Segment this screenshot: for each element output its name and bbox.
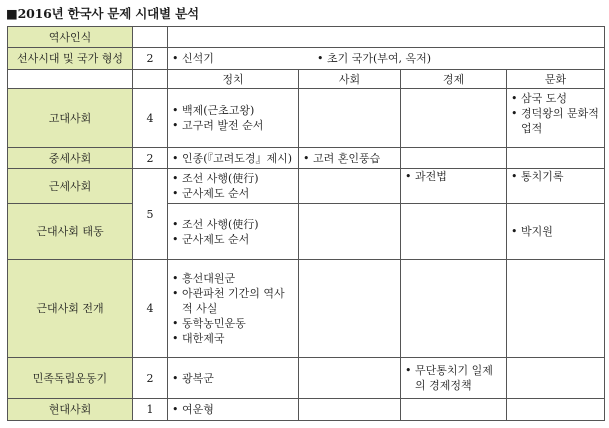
era-cell: 근대사회 태동 <box>8 204 133 260</box>
economy-cell <box>401 358 507 399</box>
list-item: • 고구려 발전 순서 <box>172 118 294 133</box>
table-row <box>8 27 605 48</box>
list-item: • 군사제도 순서 <box>172 232 294 247</box>
count-cell: 2 <box>133 148 168 169</box>
list-item: • 흥선대원군 <box>172 271 294 286</box>
culture-cell <box>507 358 605 399</box>
list-item: • 경덕왕의 문화적 업적 <box>511 106 600 136</box>
politics-cell <box>168 260 299 358</box>
count-cell <box>133 27 168 48</box>
table-row <box>8 358 605 399</box>
list-item: • 조선 사행(使行) <box>172 217 294 232</box>
list-item: • 군사제도 순서 <box>172 186 294 201</box>
list-item: • 조선 사행(使行) <box>172 171 294 186</box>
era-cell: 선사시대 및 국가 형성 <box>8 48 133 70</box>
list-item: • 광복군 <box>172 371 294 386</box>
era-cell: 민족독립운동기 <box>8 358 133 399</box>
politics-cell <box>168 358 299 399</box>
list-item: • 박지원 <box>511 224 600 239</box>
header-society: 사회 <box>299 70 401 89</box>
era-cell: 역사인식 <box>8 27 133 48</box>
era-cell: 고대사회 <box>8 89 133 148</box>
politics-cell <box>168 148 299 169</box>
economy-cell <box>401 169 507 204</box>
count-cell: 5 <box>133 169 168 260</box>
count-cell: 1 <box>133 399 168 421</box>
economy-cell <box>401 260 507 358</box>
list-item: • 과전법 <box>405 169 502 184</box>
list-item: • 백제(근초고왕) <box>172 103 294 118</box>
blank-header-cell <box>133 70 168 89</box>
list-item: • 아관파천 기간의 역사적 사실 <box>172 286 294 316</box>
politics-cell <box>168 89 299 148</box>
table-row <box>8 204 605 260</box>
economy-cell <box>401 148 507 169</box>
content-cell <box>168 48 605 70</box>
list-item: • 삼국 도성 <box>511 91 600 106</box>
header-culture: 문화 <box>507 70 605 89</box>
economy-cell <box>401 399 507 421</box>
table-row <box>8 399 605 421</box>
table-row <box>8 169 605 204</box>
era-cell: 현대사회 <box>8 399 133 421</box>
culture-cell <box>507 399 605 421</box>
society-cell <box>299 169 401 204</box>
politics-cell <box>168 399 299 421</box>
society-cell <box>299 204 401 260</box>
list-item: • 인종(『고려도경』제시) <box>172 151 294 166</box>
table-row <box>8 260 605 358</box>
society-cell <box>299 260 401 358</box>
count-cell: 4 <box>133 260 168 358</box>
culture-cell <box>507 148 605 169</box>
table-row <box>8 89 605 148</box>
era-cell: 근세사회 <box>8 169 133 204</box>
blank-header-cell <box>8 70 133 89</box>
analysis-table <box>7 26 605 421</box>
society-cell <box>299 399 401 421</box>
culture-cell <box>507 89 605 148</box>
list-item: • 신석기 <box>172 51 317 66</box>
table-row <box>8 148 605 169</box>
politics-cell <box>168 204 299 260</box>
society-cell <box>299 148 401 169</box>
culture-cell <box>507 204 605 260</box>
list-item: • 초기 국가(부여, 옥저) <box>317 51 431 66</box>
society-cell <box>299 89 401 148</box>
list-item: • 고려 혼인풍습 <box>303 151 396 166</box>
header-economy: 경제 <box>401 70 507 89</box>
politics-cell <box>168 169 299 204</box>
era-cell: 근대사회 전개 <box>8 260 133 358</box>
content-cell <box>168 27 605 48</box>
economy-cell <box>401 204 507 260</box>
header-politics: 정치 <box>168 70 299 89</box>
list-item: • 여운형 <box>172 402 294 417</box>
count-cell: 2 <box>133 358 168 399</box>
culture-cell <box>507 260 605 358</box>
page-title: ■2016년 한국사 문제 시대별 분석 <box>6 6 199 21</box>
economy-cell <box>401 89 507 148</box>
list-item: • 무단통치기 일제의 경제정책 <box>405 363 502 393</box>
culture-cell <box>507 169 605 204</box>
header-row <box>8 70 605 89</box>
count-cell: 4 <box>133 89 168 148</box>
table-row <box>8 48 605 70</box>
list-item: • 통치기록 <box>511 169 600 184</box>
society-cell <box>299 358 401 399</box>
era-cell: 중세사회 <box>8 148 133 169</box>
count-cell: 2 <box>133 48 168 70</box>
list-item: • 동학농민운동 <box>172 316 294 331</box>
list-item: • 대한제국 <box>172 331 294 346</box>
